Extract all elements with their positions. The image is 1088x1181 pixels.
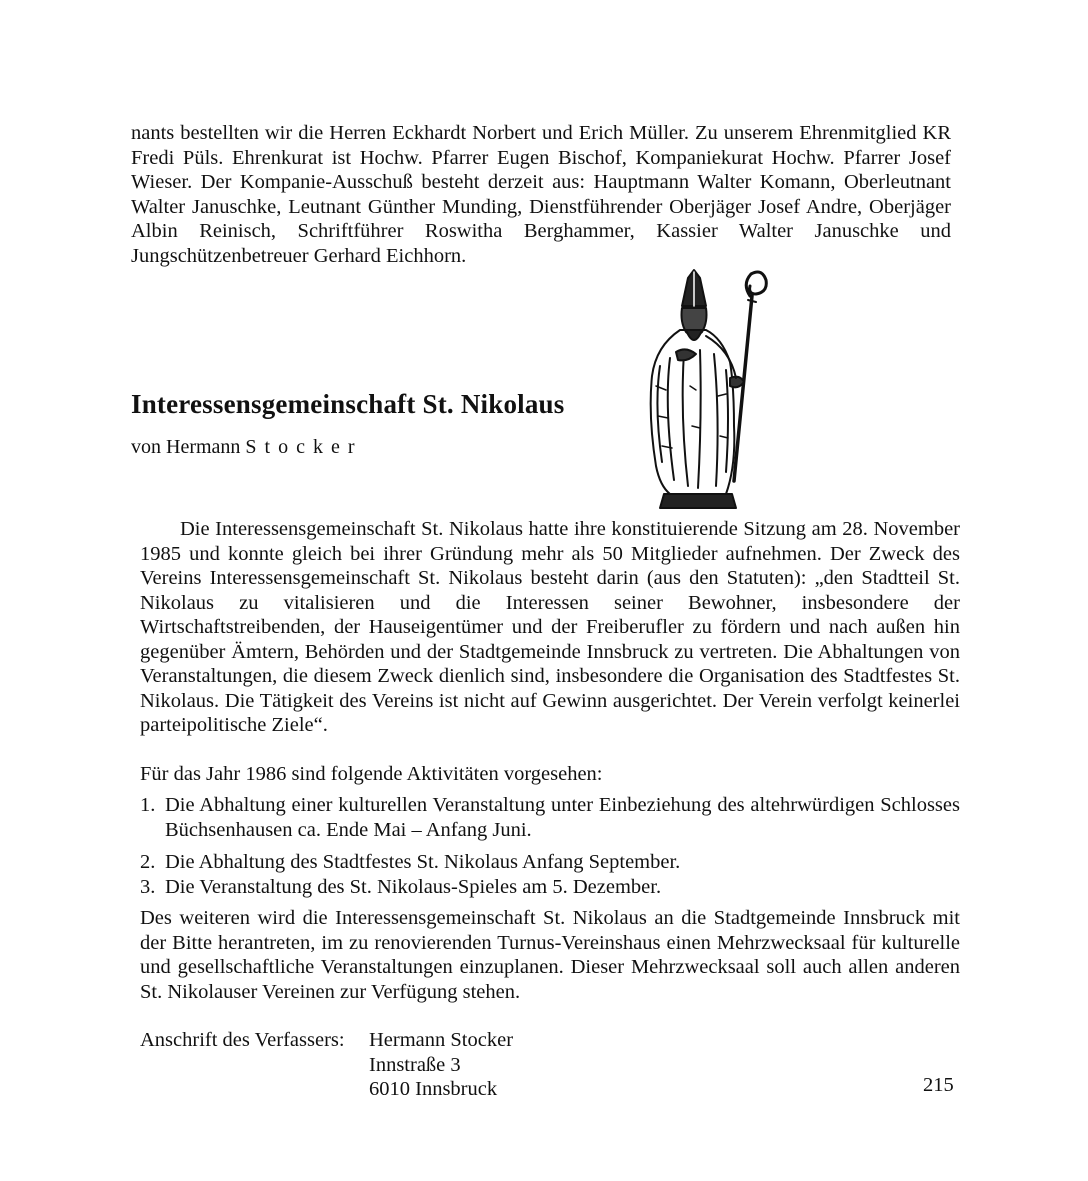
article-title: Interessensgemeinschaft St. Nikolaus — [131, 389, 565, 419]
list-item — [140, 875, 960, 900]
list-item-number: 1. — [140, 794, 156, 816]
paragraph-multipurpose-hall: Des weiteren wird die Interessensgemeinschaft St. Nikolaus an die Stadtgemeinde Innsbruck mit der Bitte herantreten, im zu renovierenden Turnus-Vereinshaus einen Mehrzwecksaal für kulturelle und gesellschaftliche Veranstaltungen einzuplanen. Dieser Mehrzwecksaal soll auch allen anderen St. Nikolauser Vereinen zur Verfügung stehen. — [140, 907, 960, 1003]
address-label: Anschrift des Verfassers: — [140, 1029, 345, 1051]
activities-intro: Für das Jahr 1986 sind folgende Aktivitäten vorgesehen: — [140, 763, 603, 785]
author-address — [140, 1028, 513, 1102]
list-item-text: Die Abhaltung des Stadtfestes St. Nikolaus Anfang September. — [165, 851, 681, 873]
address-lines — [369, 1028, 513, 1102]
byline-author: Stocker — [245, 436, 363, 458]
paragraph-founding-text: Die Interessensgemeinschaft St. Nikolaus hatte ihre konstituierende Sitzung am 28. November 1985 und konnte gleich bei ihrer Gründung mehr als 50 Mitglieder aufnehmen. Der Zweck des Vereins Interessensgemeinschaft St. Nikolaus besteht darin (aus den Statuten): „den Stadtteil St. Nikolaus zu vitalisieren und die Interessen seiner Bewohner, insbesondere der Wirtschaftstreibenden, der Hauseigentümer und der Freiberufler zu fördern und nach außen hin gegenüber Ämtern, Behörden und der Stadtgemeinde Innsbruck zu vertreten. Die Abhaltungen von Veranstaltungen, die diesem Zweck dienlich sind, insbesondere die Organisation des Stadtfestes St. Nikolaus. Die Tätigkeit des Vereins ist nicht auf Gewinn ausgerichtet. Der Verein verfolgt keinerlei parteipolitische Ziele“. — [140, 518, 960, 736]
list-item-number: 2. — [140, 851, 156, 873]
list-item — [140, 793, 960, 842]
activities-list — [140, 793, 960, 907]
list-item-text: Die Veranstaltung des St. Nikolaus-Spieles am 5. Dezember. — [165, 875, 662, 898]
list-item-text: Die Abhaltung einer kulturellen Veranstaltung unter Einbeziehung des altehrwürdigen Schlosses Büchsenhausen ca. Ende Mai – Anfang Juni. — [165, 794, 960, 841]
paragraph-founding — [140, 517, 960, 738]
address-name: Hermann Stocker — [369, 1029, 514, 1051]
bishop-statue-illustration — [630, 266, 770, 512]
list-item — [140, 850, 960, 875]
byline-prefix: von Hermann — [131, 436, 241, 458]
intro-paragraph: nants bestellten wir die Herren Eckhardt Norbert und Erich Müller. Zu unserem Ehrenmitglied KR Fredi Püls. Ehrenkurat ist Hochw. Pfarrer Eugen Bischof, Kompaniekurat Hochw. Pfarrer Josef Wieser. Der Kompanie-Ausschuß besteht derzeit aus: Hauptmann Walter Komann, Oberleutnant Walter Januschke, Leutnant Günther Munding, Dienstführender Oberjäger Josef Andre, Oberjäger Albin Reinisch, Schriftführer Roswitha Berghammer, Kassier Walter Januschke und Jungschützenbetreuer Gerhard Eichhorn. — [131, 122, 951, 267]
page-number: 215 — [923, 1074, 954, 1096]
list-item-number: 3. — [140, 875, 156, 898]
address-city: 6010 Innsbruck — [369, 1078, 498, 1100]
address-street: Innstraße 3 — [369, 1053, 461, 1076]
article-byline — [131, 436, 363, 459]
